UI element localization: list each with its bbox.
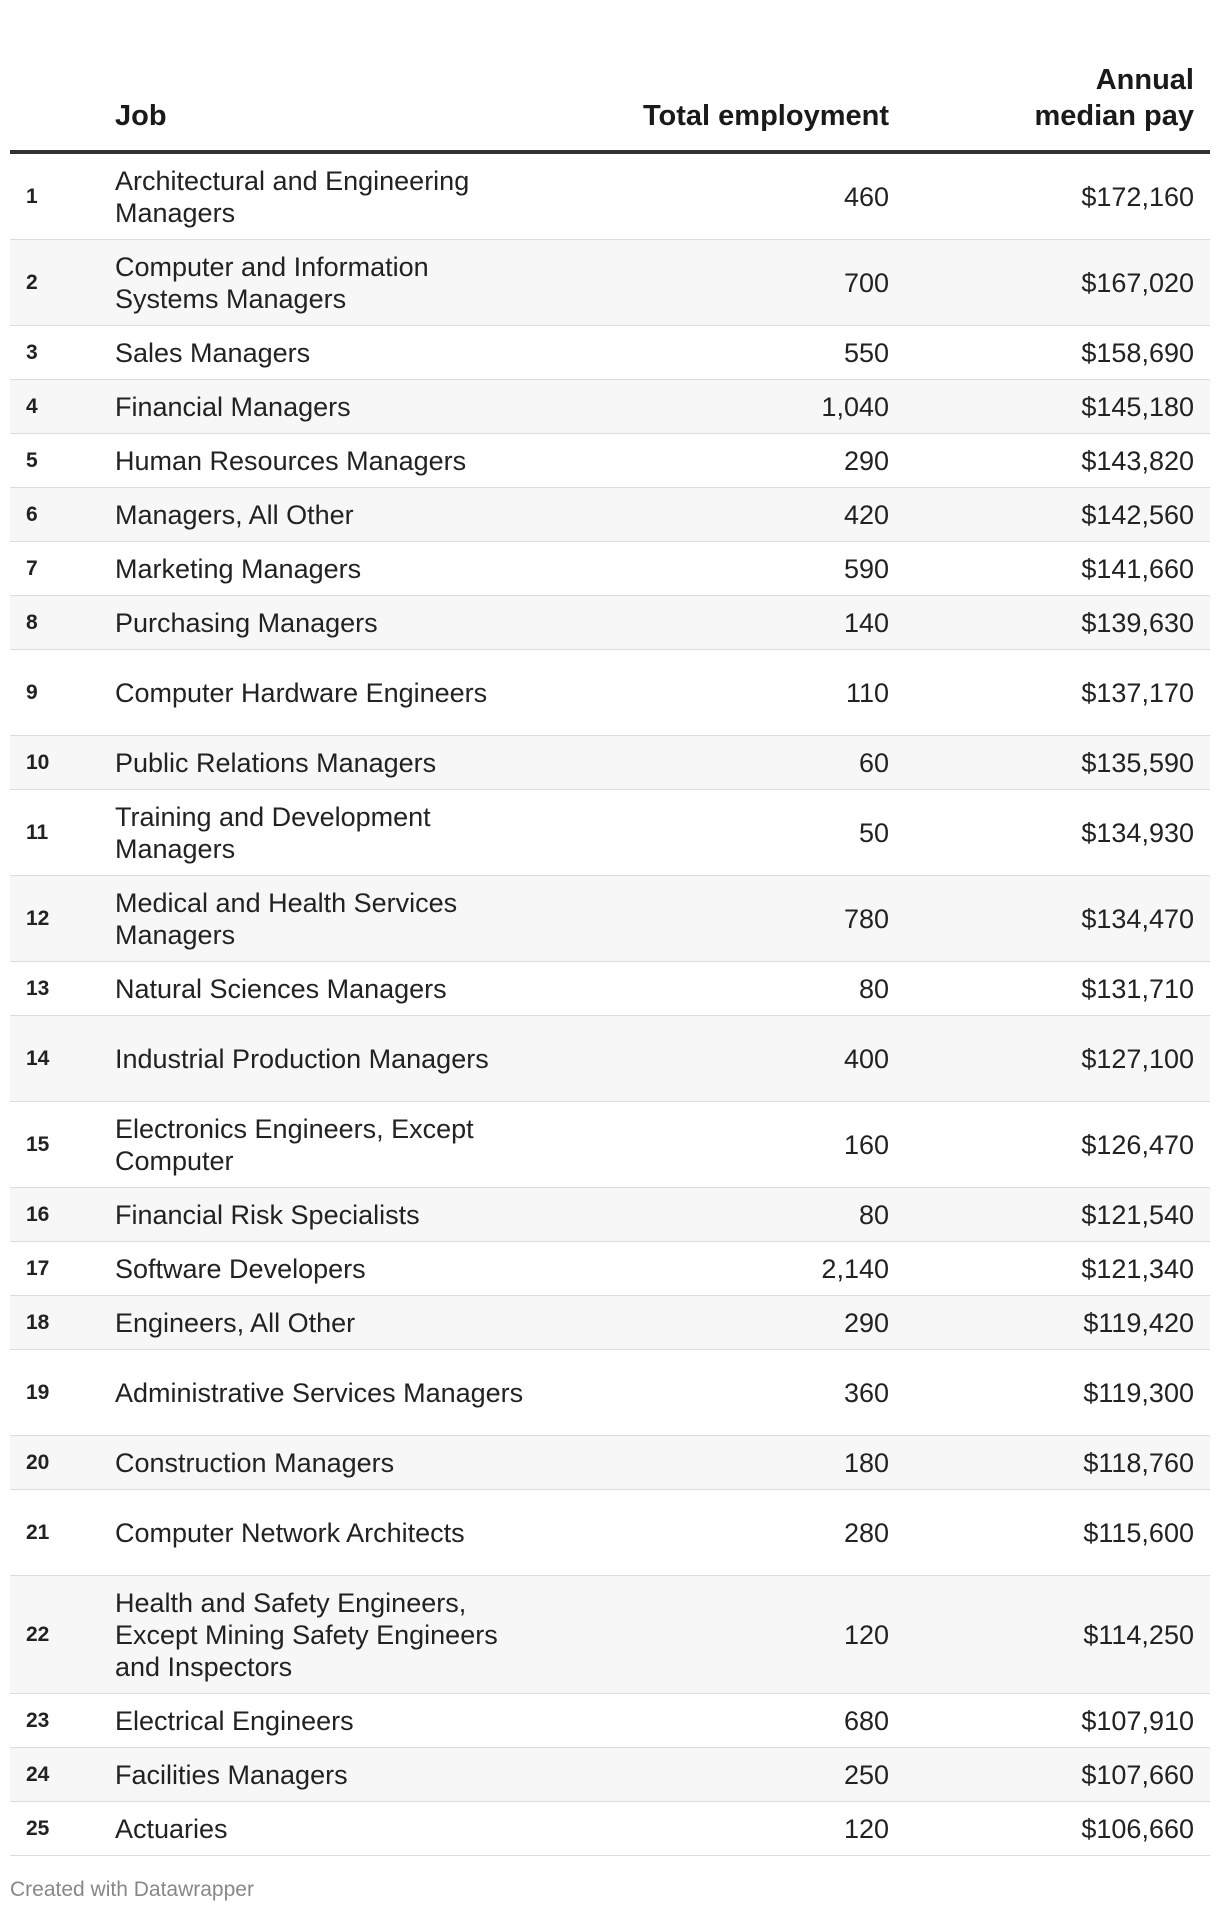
employment-cell: 780 <box>535 876 905 962</box>
pay-cell: $119,420 <box>905 1296 1210 1350</box>
job-cell: Construction Managers <box>115 1436 535 1490</box>
employment-cell: 680 <box>535 1694 905 1748</box>
table-row <box>10 1016 1210 1102</box>
rank-cell: 3 <box>10 326 115 380</box>
job-cell: Electrical Engineers <box>115 1694 535 1748</box>
pay-cell: $121,340 <box>905 1242 1210 1296</box>
pay-cell: $134,930 <box>905 790 1210 876</box>
pay-cell: $131,710 <box>905 962 1210 1016</box>
table-container <box>10 0 1210 1856</box>
job-cell: Sales Managers <box>115 326 535 380</box>
pay-cell: $145,180 <box>905 380 1210 434</box>
job-cell: Computer Hardware Engineers <box>115 650 535 736</box>
rank-cell: 22 <box>10 1576 115 1694</box>
rank-cell: 10 <box>10 736 115 790</box>
job-cell: Marketing Managers <box>115 542 535 596</box>
employment-cell: 60 <box>535 736 905 790</box>
rank-cell: 11 <box>10 790 115 876</box>
employment-cell: 120 <box>535 1802 905 1856</box>
rank-cell: 13 <box>10 962 115 1016</box>
pay-cell: $139,630 <box>905 596 1210 650</box>
job-cell: Software Developers <box>115 1242 535 1296</box>
table-row <box>10 1490 1210 1576</box>
rank-cell: 15 <box>10 1102 115 1188</box>
employment-cell: 290 <box>535 1296 905 1350</box>
job-cell: Medical and Health Services Managers <box>115 876 535 962</box>
employment-column-header[interactable]: Total employment <box>535 0 905 152</box>
pay-cell: $107,660 <box>905 1748 1210 1802</box>
job-cell: Natural Sciences Managers <box>115 962 535 1016</box>
rank-cell: 2 <box>10 240 115 326</box>
pay-cell: $134,470 <box>905 876 1210 962</box>
pay-cell: $121,540 <box>905 1188 1210 1242</box>
rank-cell: 12 <box>10 876 115 962</box>
datawrapper-credit[interactable]: Created with Datawrapper <box>10 1878 254 1901</box>
rank-cell: 8 <box>10 596 115 650</box>
table-row <box>10 1576 1210 1694</box>
table-row <box>10 1350 1210 1436</box>
pay-cell: $141,660 <box>905 542 1210 596</box>
employment-cell: 290 <box>535 434 905 488</box>
pay-cell: $135,590 <box>905 736 1210 790</box>
employment-cell: 110 <box>535 650 905 736</box>
employment-cell: 460 <box>535 152 905 240</box>
table-row <box>10 326 1210 380</box>
job-cell: Facilities Managers <box>115 1748 535 1802</box>
job-cell: Industrial Production Managers <box>115 1016 535 1102</box>
employment-cell: 2,140 <box>535 1242 905 1296</box>
employment-cell: 280 <box>535 1490 905 1576</box>
job-cell: Electronics Engineers, Except Computer <box>115 1102 535 1188</box>
pay-cell: $127,100 <box>905 1016 1210 1102</box>
table-row <box>10 596 1210 650</box>
table-row <box>10 1242 1210 1296</box>
table-row <box>10 542 1210 596</box>
rank-cell: 9 <box>10 650 115 736</box>
job-cell: Human Resources Managers <box>115 434 535 488</box>
rank-cell: 14 <box>10 1016 115 1102</box>
table-row <box>10 1748 1210 1802</box>
pay-cell: $114,250 <box>905 1576 1210 1694</box>
employment-cell: 420 <box>535 488 905 542</box>
employment-cell: 160 <box>535 1102 905 1188</box>
rank-column-header <box>10 0 115 152</box>
job-cell: Public Relations Managers <box>115 736 535 790</box>
job-cell: Purchasing Managers <box>115 596 535 650</box>
rank-cell: 4 <box>10 380 115 434</box>
table-row <box>10 1802 1210 1856</box>
pay-cell: $106,660 <box>905 1802 1210 1856</box>
rank-cell: 7 <box>10 542 115 596</box>
table-row <box>10 1296 1210 1350</box>
job-cell: Engineers, All Other <box>115 1296 535 1350</box>
table-row <box>10 1436 1210 1490</box>
pay-cell: $119,300 <box>905 1350 1210 1436</box>
table-row <box>10 1188 1210 1242</box>
employment-cell: 140 <box>535 596 905 650</box>
job-cell: Computer Network Architects <box>115 1490 535 1576</box>
employment-cell: 360 <box>535 1350 905 1436</box>
employment-cell: 700 <box>535 240 905 326</box>
pay-column-header[interactable] <box>905 0 1210 152</box>
pay-cell: $142,560 <box>905 488 1210 542</box>
rank-cell: 18 <box>10 1296 115 1350</box>
table-row <box>10 434 1210 488</box>
table-body <box>10 152 1210 1856</box>
table-header-row <box>10 0 1210 152</box>
job-cell: Managers, All Other <box>115 488 535 542</box>
employment-cell: 400 <box>535 1016 905 1102</box>
table-row <box>10 962 1210 1016</box>
employment-cell: 180 <box>535 1436 905 1490</box>
table-row <box>10 380 1210 434</box>
pay-cell: $167,020 <box>905 240 1210 326</box>
pay-column-header-text: Annual median pay <box>1034 64 1194 132</box>
table-row <box>10 152 1210 240</box>
table-row <box>10 876 1210 962</box>
table-row <box>10 736 1210 790</box>
rank-cell: 24 <box>10 1748 115 1802</box>
table-row <box>10 1694 1210 1748</box>
employment-cell: 1,040 <box>535 380 905 434</box>
rank-cell: 20 <box>10 1436 115 1490</box>
rank-cell: 25 <box>10 1802 115 1856</box>
pay-cell: $143,820 <box>905 434 1210 488</box>
employment-cell: 550 <box>535 326 905 380</box>
rank-cell: 19 <box>10 1350 115 1436</box>
rank-cell: 23 <box>10 1694 115 1748</box>
table-row <box>10 240 1210 326</box>
job-cell: Financial Managers <box>115 380 535 434</box>
job-cell: Training and Development Managers <box>115 790 535 876</box>
job-cell: Financial Risk Specialists <box>115 1188 535 1242</box>
job-cell: Administrative Services Managers <box>115 1350 535 1436</box>
table-row <box>10 488 1210 542</box>
pay-cell: $172,160 <box>905 152 1210 240</box>
employment-cell: 80 <box>535 1188 905 1242</box>
job-column-header[interactable]: Job <box>115 0 535 152</box>
employment-cell: 250 <box>535 1748 905 1802</box>
employment-cell: 80 <box>535 962 905 1016</box>
pay-cell: $115,600 <box>905 1490 1210 1576</box>
jobs-table <box>10 0 1210 1856</box>
rank-cell: 17 <box>10 1242 115 1296</box>
employment-cell: 590 <box>535 542 905 596</box>
pay-cell: $126,470 <box>905 1102 1210 1188</box>
job-cell: Architectural and Engineering Managers <box>115 152 535 240</box>
pay-cell: $107,910 <box>905 1694 1210 1748</box>
table-row <box>10 790 1210 876</box>
pay-cell: $118,760 <box>905 1436 1210 1490</box>
rank-cell: 21 <box>10 1490 115 1576</box>
employment-cell: 50 <box>535 790 905 876</box>
job-cell: Actuaries <box>115 1802 535 1856</box>
rank-cell: 6 <box>10 488 115 542</box>
rank-cell: 1 <box>10 152 115 240</box>
table-row <box>10 650 1210 736</box>
job-cell: Health and Safety Engineers, Except Mining Safety Engineers and Inspectors <box>115 1576 535 1694</box>
rank-cell: 16 <box>10 1188 115 1242</box>
job-cell: Computer and Information Systems Managers <box>115 240 535 326</box>
employment-cell: 120 <box>535 1576 905 1694</box>
table-row <box>10 1102 1210 1188</box>
pay-cell: $158,690 <box>905 326 1210 380</box>
rank-cell: 5 <box>10 434 115 488</box>
pay-cell: $137,170 <box>905 650 1210 736</box>
